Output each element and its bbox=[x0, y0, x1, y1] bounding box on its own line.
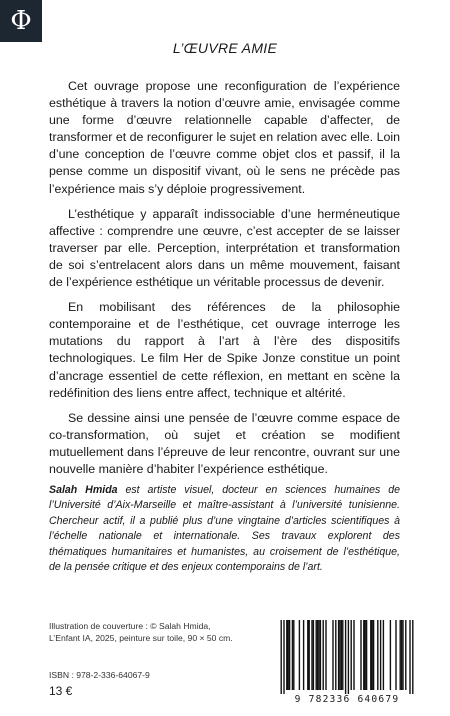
barcode-bar bbox=[363, 620, 364, 690]
back-cover-summary bbox=[49, 78, 400, 486]
author-bio-text: est artiste visuel, docteur en sciences humaines de l’Université d’Aix-Marseille et maître-assistant à l’université tunisienne. Chercheur actif, il a publié plus d’une vingtaine d’articles scientifiques à l’échelle nationale et internationale. Ses travaux explorent des thématiques humanitaires et humanistes, au croisement de l’esthétique, de la pensée critique et des enjeux contemporains de l’art. bbox=[49, 484, 400, 574]
barcode-bar bbox=[351, 620, 352, 690]
barcode-bar bbox=[360, 620, 361, 690]
barcode-bar bbox=[307, 620, 308, 690]
barcode-bar bbox=[288, 620, 289, 690]
barcode-bar bbox=[395, 620, 396, 690]
barcode-bar bbox=[365, 620, 366, 690]
barcode-bar bbox=[400, 620, 401, 690]
summary-paragraph-3: En mobilisant des références de la philosophie contemporaine et de l’esthétique, cet ouvrage interroge les mutations du rapport à l’art à l’ère des dispositifs technologiques. Le film Her de Spike Jonze constitue un point d’ancrage essentiel de cette réflexion, en mettant en scène la redéfinition des liens entre affect, technique et altérité. bbox=[49, 300, 400, 400]
summary-paragraph-1: Cet ouvrage propose une reconfiguration de l’expérience esthétique à travers la notion d’œuvre amie, envisagée comme une forme d’œuvre relationnelle capable d’affecter, de transformer et de reconfigurer le sujet en relation avec elle. Loin d’une conception de l’œuvre comme objet clos et passif, il la pense comme un dispositif vivant, où le sens ne précède pas l’expérience mais s’y déploie progressivement. bbox=[49, 79, 400, 196]
barcode bbox=[278, 618, 416, 710]
barcode-bar bbox=[283, 620, 284, 694]
price: 13 € bbox=[49, 684, 73, 698]
barcode-bar bbox=[412, 620, 413, 694]
barcode-bar bbox=[401, 620, 402, 690]
barcode-bar bbox=[373, 620, 374, 690]
barcode-bar bbox=[345, 620, 346, 694]
barcode-bar bbox=[342, 620, 343, 690]
cover-illustration-credit: Illustration de couverture : © Salah Hmida, L’Enfant IA, 2025, peinture sur toile, 90 × 50 cm. bbox=[49, 621, 233, 644]
phi-icon: Φ bbox=[10, 6, 32, 36]
barcode-bar bbox=[318, 620, 319, 690]
author-name: Salah Hmida bbox=[49, 484, 118, 496]
barcode-bar bbox=[289, 620, 290, 690]
barcode-bar bbox=[309, 620, 310, 690]
author-bio bbox=[49, 483, 400, 575]
barcode-bar bbox=[348, 620, 349, 694]
barcode-bar bbox=[377, 620, 378, 690]
barcode-bar bbox=[338, 620, 339, 690]
barcode-bar bbox=[311, 620, 312, 690]
barcode-bar bbox=[366, 620, 367, 690]
summary-paragraph-4: Se dessine ainsi une pensée de l’œuvre comme espace de co-transformation, où sujet et création se modifient mutuellement dans l’épreuve de leur rencontre, ouvrant sur une nouvelle manière d’habiter l’expérience esthétique. bbox=[49, 410, 400, 476]
barcode-bar bbox=[383, 620, 384, 690]
barcode-bar bbox=[390, 620, 391, 690]
barcode-bar bbox=[316, 620, 317, 690]
publisher-logo bbox=[0, 0, 42, 42]
barcode-bar bbox=[405, 620, 406, 690]
barcode-digits: 9 782336 640679 bbox=[294, 694, 400, 705]
barcode-bar bbox=[325, 620, 326, 690]
book-title: L’ŒUVRE AMIE bbox=[172, 40, 278, 56]
barcode-bar bbox=[286, 620, 287, 690]
barcode-bar bbox=[323, 620, 324, 690]
barcode-bar bbox=[303, 620, 304, 690]
barcode-bar bbox=[317, 620, 318, 690]
barcode-bar bbox=[293, 620, 294, 690]
barcode-bar bbox=[281, 620, 282, 694]
barcode-bar bbox=[299, 620, 300, 690]
barcode-bar bbox=[353, 620, 354, 690]
barcode-bar bbox=[335, 620, 336, 690]
barcode-bar bbox=[320, 620, 321, 690]
summary-paragraph-2: L’esthétique y apparaît indissociable d’une herméneutique affective : comprendre une œuvre, c’est accepter de se laisser traverser par elle. Perception, interprétation et transformation de soi s’entrelacent alors dans un même mouvement, faisant de l’expérience esthétique un véritable processus de devenir. bbox=[49, 206, 400, 290]
isbn: ISBN : 978-2-336-64067-9 bbox=[49, 670, 150, 680]
barcode-bar bbox=[341, 620, 342, 690]
barcode-bar bbox=[313, 620, 314, 690]
barcode-bar bbox=[380, 620, 381, 690]
barcode-bar bbox=[292, 620, 293, 690]
barcode-bar bbox=[372, 620, 373, 690]
barcode-bar bbox=[409, 620, 410, 694]
barcode-bar bbox=[332, 620, 333, 690]
barcode-bar bbox=[370, 620, 371, 690]
barcode-bar bbox=[339, 620, 340, 690]
ean13-barcode-icon bbox=[278, 618, 416, 694]
barcode-bar bbox=[402, 620, 403, 690]
